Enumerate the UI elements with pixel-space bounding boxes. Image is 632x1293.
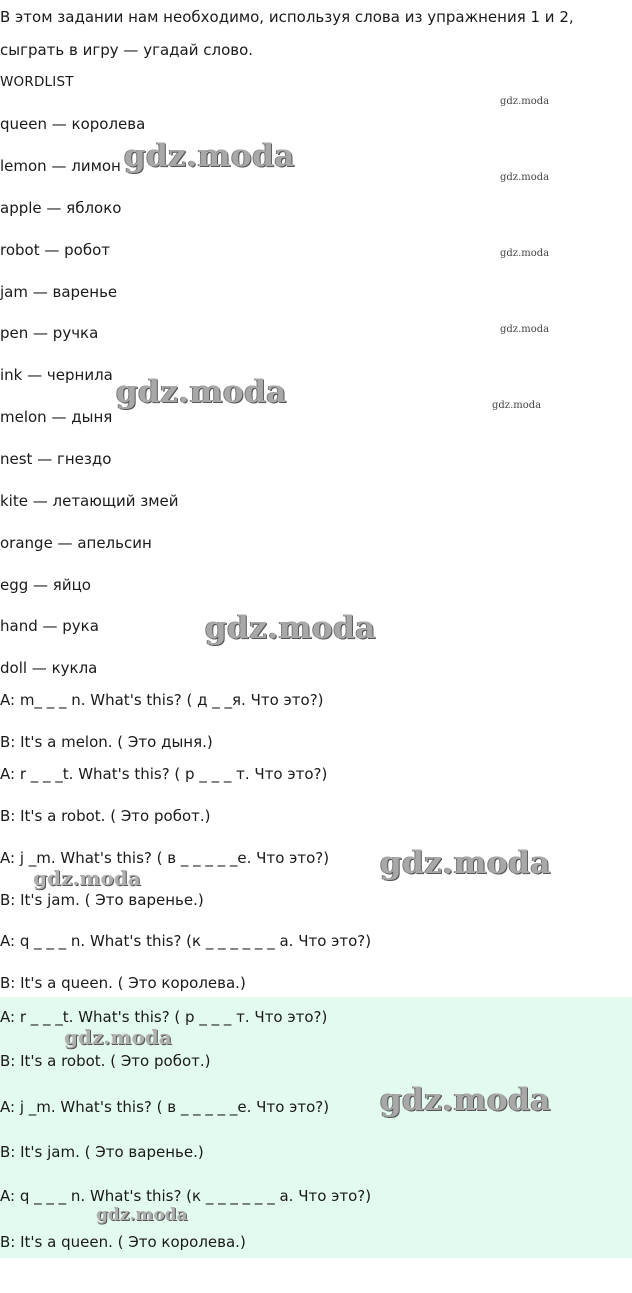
dialog-line: B: It's a robot. ( Это робот.) (0, 807, 211, 825)
watermark: gdz.moda (116, 374, 287, 410)
wordlist-item: nest — гнездо (0, 450, 112, 468)
watermark: gdz.moda (500, 96, 550, 107)
wordlist-item: queen — королева (0, 115, 146, 133)
wordlist-item: lemon — лимон (0, 157, 121, 175)
dialog-line: B: It's a melon. ( Это дыня.) (0, 733, 213, 751)
dialog-line: B: It's jam. ( Это варенье.) (0, 891, 204, 909)
watermark: gdz.moda (205, 610, 376, 646)
wordlist-item: orange — апельсин (0, 534, 152, 552)
wordlist-item: doll — кукла (0, 659, 98, 677)
dialog-line: B: It's a queen. ( Это королева.) (0, 974, 246, 992)
watermark: gdz.moda (500, 324, 550, 335)
intro-line-2: сыграть в игру — угадай слово. (0, 41, 254, 59)
watermark: gdz.moda (380, 845, 551, 881)
wordlist-item: robot — робот (0, 241, 110, 259)
dialog-line: A: q _ _ _ n. What's this? (к _ _ _ _ _ _ а. Что это?) (0, 932, 372, 950)
watermark: gdz.moda (96, 1205, 188, 1225)
dialog-highlight-line: A: j _m. What's this? ( в _ _ _ _ _е. Что это?) (0, 1098, 330, 1116)
dialog-highlight-line: A: r _ _ _t. What's this? ( р _ _ _ т. Что это?) (0, 1008, 328, 1026)
dialog-line: A: j _m. What's this? ( в _ _ _ _ _е. Что это?) (0, 849, 330, 867)
watermark: gdz.moda (492, 400, 542, 411)
wordlist-item: hand — рука (0, 617, 99, 635)
wordlist-item: melon — дыня (0, 408, 113, 426)
dialog-line: A: m_ _ _ n. What's this? ( д _ _я. Что это?) (0, 691, 324, 709)
wordlist-title: WORDLIST (0, 74, 74, 90)
wordlist-item: apple — яблоко (0, 199, 122, 217)
dialog-highlight-line: B: It's a robot. ( Это робот.) (0, 1052, 211, 1070)
wordlist-item: pen — ручка (0, 324, 99, 342)
dialog-highlight-line: B: It's jam. ( Это варенье.) (0, 1143, 204, 1161)
watermark: gdz.moda (500, 248, 550, 259)
watermark: gdz.moda (380, 1082, 551, 1118)
watermark: gdz.moda (33, 866, 141, 890)
dialog-highlight-line: A: q _ _ _ n. What's this? (к _ _ _ _ _ _ а. Что это?) (0, 1187, 372, 1205)
wordlist-item: ink — чернила (0, 366, 113, 384)
dialog-line: A: r _ _ _t. What's this? ( р _ _ _ т. Что это?) (0, 765, 328, 783)
wordlist-item: kite — летающий змей (0, 492, 179, 510)
wordlist-item: egg — яйцо (0, 576, 91, 594)
dialog-highlight-line: B: It's a queen. ( Это королева.) (0, 1233, 246, 1251)
watermark: gdz.moda (64, 1025, 172, 1049)
watermark: gdz.moda (124, 138, 295, 174)
wordlist-item: jam — варенье (0, 283, 118, 301)
intro-line-1: В этом задании нам необходимо, используя слова из упражнения 1 и 2, (0, 8, 574, 26)
watermark: gdz.moda (500, 172, 550, 183)
